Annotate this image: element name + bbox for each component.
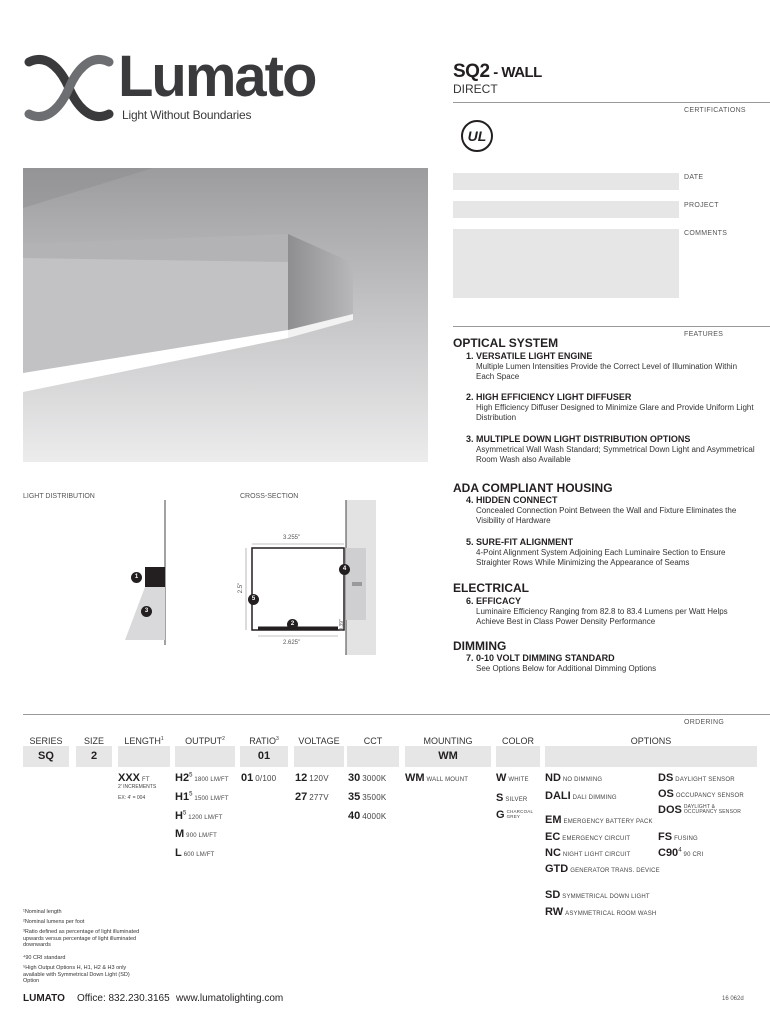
col-header-voltage: VOLTAGE (298, 736, 340, 746)
cross-section-label: CROSS-SECTION (240, 493, 299, 500)
ul-certification-icon: UL (461, 120, 493, 152)
comments-label: COMMENTS (684, 230, 728, 237)
feature-group-title: ADA COMPLIANT HOUSING (453, 481, 613, 495)
options-input[interactable] (545, 746, 757, 767)
callout-badge: 1 (131, 572, 142, 583)
option-item: FS FUSING (658, 831, 698, 843)
feature-title: 7. 0-10 VOLT DIMMING STANDARD (466, 653, 615, 663)
col-header-cct: CCT (363, 736, 383, 746)
ratio-value[interactable]: 01 (240, 746, 288, 767)
brand-name: Lumato (118, 44, 316, 109)
light-distribution-diagram (120, 500, 180, 645)
brand-tagline: Light Without Boundaries (122, 108, 252, 122)
date-field[interactable] (453, 173, 679, 190)
feature-group-title: OPTICAL SYSTEM (453, 336, 559, 350)
col-header-size: SIZE (83, 736, 104, 746)
col-header-length: LENGTH$^1$ (124, 736, 164, 746)
length-example: EX: 4' = 004 (118, 795, 146, 801)
divider (23, 714, 770, 715)
features-label: FEATURES (684, 331, 724, 338)
callout-badge: 4 (339, 564, 350, 575)
comments-field[interactable] (453, 229, 679, 298)
cct-option: 40 4000K (348, 810, 387, 822)
feature-desc: Multiple Lumen Intensities Provide the Correct Level of Illumination Within Each Space (476, 362, 738, 381)
option-item: EM EMERGENCY BATTERY PACK (545, 814, 653, 826)
footnote: ⁵High Output Options H, H1, H2 & H3 only available with Symmetrical Down Light (SD) Option (23, 965, 130, 984)
feature-group-title: DIMMING (453, 639, 507, 653)
divider (453, 102, 770, 103)
color-option: G CHARCOAL GREY (496, 809, 534, 821)
certifications-label: CERTIFICATIONS (684, 107, 746, 114)
dimension-height: 2.5" (238, 582, 245, 594)
feature-title: 2. HIGH EFFICIENCY LIGHT DIFFUSER (466, 392, 632, 402)
voltage-option: 27 277V (295, 791, 329, 803)
product-photo (23, 168, 428, 462)
voltage-input[interactable] (294, 746, 344, 767)
output-option: M 900 LM/FT (175, 828, 217, 840)
col-header-series: SERIES (29, 736, 63, 746)
series-value[interactable]: SQ (23, 746, 69, 767)
date-label: DATE (684, 174, 704, 181)
option-item: ND NO DIMMING (545, 772, 603, 784)
mounting-option: WM WALL MOUNT (405, 772, 469, 784)
color-option: SSILVER (496, 792, 528, 804)
ratio-option: 01 0/100 (241, 772, 277, 784)
project-field[interactable] (453, 201, 679, 218)
feature-title: 4. HIDDEN CONNECT (466, 495, 558, 505)
callout-badge: 3 (141, 606, 152, 617)
length-increments: 2' INCREMENTS (118, 784, 157, 790)
feature-desc: Luminaire Efficiency Ranging from 82.8 to 83.4 Lumens per Watt Helps Achieve Best in Class Power Density Performance (476, 607, 728, 626)
document-code: 16 062d (722, 996, 744, 1002)
divider (453, 326, 770, 327)
length-option: XXX FT (118, 772, 150, 784)
footnote: ¹Nominal length (23, 909, 62, 915)
footer-website[interactable]: www.lumatolighting.com (176, 993, 284, 1004)
dimension-small: 0.39" (338, 619, 345, 631)
color-input[interactable] (496, 746, 540, 767)
feature-title: 6. EFFICACY (466, 596, 522, 606)
feature-title: 1. VERSATILE LIGHT ENGINE (466, 351, 593, 361)
option-item: SD SYMMETRICAL DOWN LIGHT (545, 889, 650, 901)
product-subtitle: DIRECT (453, 82, 498, 96)
feature-desc: Asymmetrical Wall Wash Standard; Symmetrical Down Light and Asymmetrical Room Wash also Available (476, 445, 755, 464)
footnote: ³Ratio defined as percentage of light illuminated upwards versus percentage of light illuminated downwards (23, 929, 140, 948)
length-input[interactable] (118, 746, 170, 767)
output-option: $H^51200$ LM/FT (175, 810, 223, 822)
output-option: L 600 LM/FT (175, 847, 215, 859)
cct-input[interactable] (347, 746, 399, 767)
option-item: RW ASYMMETRICAL ROOM WASH (545, 906, 657, 918)
option-item: DS DAYLIGHT SENSOR (658, 772, 735, 784)
cct-option: 30 3000K (348, 772, 387, 784)
project-label: PROJECT (684, 202, 719, 209)
option-item: OS OCCUPANCY SENSOR (658, 788, 744, 800)
dimension-width-top: 3.255" (283, 535, 301, 541)
footnote: ⁴90 CRI standard (23, 955, 66, 961)
cct-option: 35 3500K (348, 791, 387, 803)
option-item: DALI DALI DIMMING (545, 790, 617, 802)
option-item: $C90^490$ CRI (658, 847, 704, 859)
col-header-mounting: MOUNTING (423, 736, 473, 746)
lumato-logo-mark (23, 52, 115, 124)
feature-desc: See Options Below for Additional Dimming Options (476, 664, 657, 673)
dimension-width-bottom: 2.625" (283, 640, 301, 646)
mounting-value[interactable]: WM (405, 746, 491, 767)
col-header-output: OUTPUT$^2$ (185, 736, 225, 746)
ordering-label: ORDERING (684, 719, 725, 726)
feature-desc: 4-Point Alignment System Adjoining Each Luminaire Section to Ensure Straighter Rows While Minimizing the Appearance of Seams (476, 548, 726, 567)
output-input[interactable] (175, 746, 235, 767)
feature-desc: Concealed Connection Point Between the Wall and Fixture Eliminates the Visibility of Hardware (476, 506, 737, 525)
feature-group-title: ELECTRICAL (453, 581, 529, 595)
callout-badge: 5 (248, 594, 259, 605)
color-option: WWHITE (496, 772, 529, 784)
feature-title: 3. MULTIPLE DOWN LIGHT DISTRIBUTION OPTIONS (466, 434, 691, 444)
col-header-options: OPTIONS (630, 736, 672, 746)
product-title: SQ2 - WALL (453, 61, 542, 82)
size-value[interactable]: 2 (76, 746, 112, 767)
output-option: $H2^51800$ LM/FT (175, 772, 229, 784)
feature-desc: High Efficiency Diffuser Designed to Minimize Glare and Provide Uniform Light Distribution (476, 403, 754, 422)
voltage-option: 12 120V (295, 772, 329, 784)
col-header-color: COLOR (501, 736, 534, 746)
option-item: NC NIGHT LIGHT CIRCUIT (545, 847, 631, 859)
option-item: EC EMERGENCY CIRCUIT (545, 831, 631, 843)
footer-brand: LUMATO (23, 993, 65, 1004)
light-distribution-label: LIGHT DISTRIBUTION (23, 493, 95, 500)
callout-badge: 2 (287, 619, 298, 630)
output-option: $H1^51500$ LM/FT (175, 791, 229, 803)
cross-section-diagram (238, 500, 378, 655)
footnote: ²Nominal lumens per foot (23, 919, 85, 925)
option-item: DOS DAYLIGHT & OCCUPANCY SENSOR (658, 804, 742, 816)
option-item: GTD GENERATOR TRANS. DEVICE (545, 863, 660, 875)
col-header-ratio: RATIO$^3$ (249, 736, 279, 746)
footer-office-phone: Office: 832.230.3165 (77, 993, 170, 1004)
feature-title: 5. SURE-FIT ALIGNMENT (466, 537, 574, 547)
